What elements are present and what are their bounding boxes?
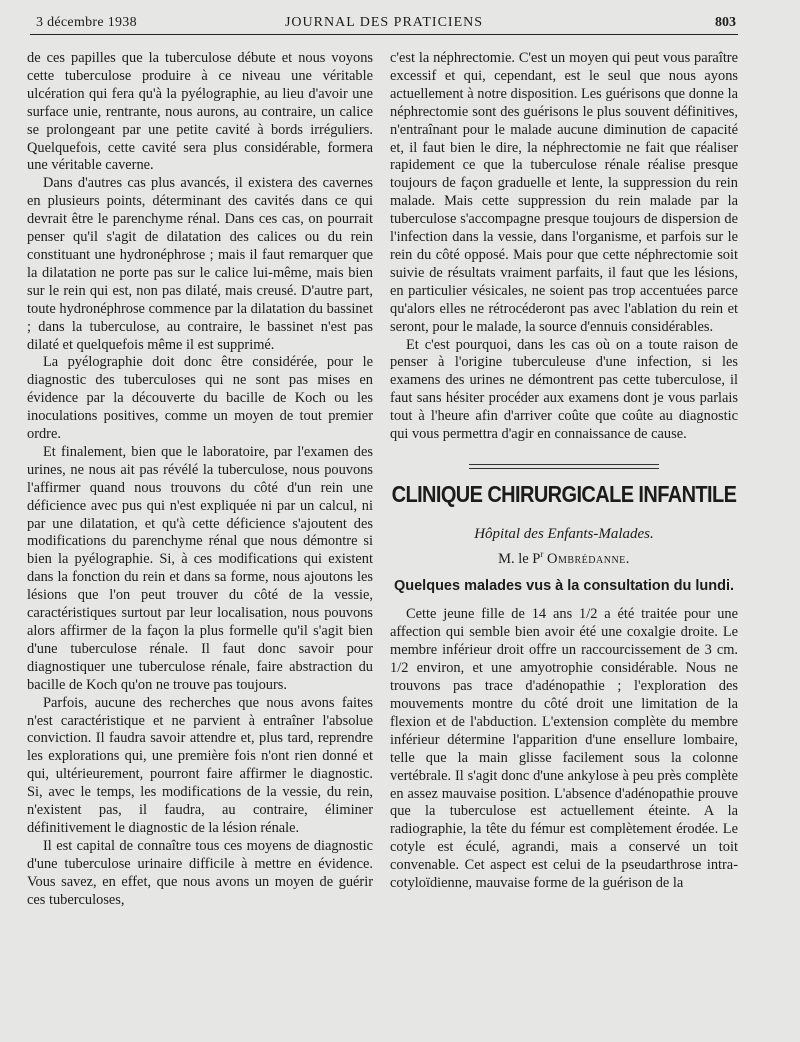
paragraph: Et c'est pourquoi, dans les cas où on a toute raison de penser à l'origine tuberculeuse d'une infection, si les examens des urines ne démontrent pas cette tuberculose, il faut sans hésiter procéder aux examens dont je vous parlais tout à l'heure afin d'arriver coûte que coûte au diagnostic qui vous permettra d'agir en connaissance de cause. <box>390 336 738 443</box>
section-divider <box>469 464 659 465</box>
doctor-byline <box>390 546 738 569</box>
hospital-name: Hôpital des Enfants-Malades. <box>474 525 654 542</box>
doctor-name: Ombrédanne. <box>546 550 630 567</box>
paragraph: Parfois, aucune des recherches que nous avons faites n'est caractéristique et ne parvient à entraîner l'absolue conviction. Il faudra savoir attendre et, plus tard, reprendre les explorations qui, une première fois n'ont rien donné et qui, ultérieurement, pourront faire affirmer le diagnostic. Si, avec le temps, les modifications de la vessie, du rein, n'existent pas, il faudra, au contraire, éliminer définitivement le diagnostic de la lésion rénale. <box>27 694 373 836</box>
doctor-title-sup: r <box>540 548 544 559</box>
issue-date: 3 décembre 1938 <box>36 15 137 30</box>
paragraph: Il est capital de connaître tous ces moyens de diagnostic d'une tuberculose urinaire difficile à mettre en évidence. Vous savez, en effet, que nous avons un moyen de guérir ces tuberculoses, <box>27 837 373 908</box>
paragraph: Dans d'autres cas plus avancés, il existera des cavernes en plusieurs points, déterminant des cavités dans ce qui devrait être le parenchyme rénal. Dans ces cas, on pourrait penser qu'il s'agit de dilatation des calices ou du rein constituant une hydronéphrose ; mais il faut remarquer que la dilatation ne porte pas sur le calice lui-même, mais bien sur le rein qui est, non pas dilaté, mais creusé. D'autre part, toute hydronéphrose commence par la dilatation du bassinet ; dans la tuberculose, au contraire, le bassinet n'est pas dilaté et quelquefois même il est supprimé. <box>27 175 373 353</box>
running-header <box>30 12 738 35</box>
doctor-prefix: M. le P <box>498 550 541 567</box>
paragraph: c'est la néphrectomie. C'est un moyen qui peut vous paraître excessif et qui, cependant, est le seul que nous ayons actuellement à notre disposition. Les guérisons que donne la néphrectomie sont des guérisons le plus souvent définitives, n'entraînant pour le malade aucune diminution de capacité et, il faut bien le dire, la néphrectomie ne fait que réaliser rapidement ce que la tuberculose rénale réalise presque toujours de façon graduelle et lente, la suppression du rein malade. Mais cette suppression du rein malade par la tuberculose s'accompagne presque toujours de dispersion de l'infection dans la vessie, dans l'organisme, et parfois sur le rein du côté opposé. Mais pour que cette néphrectomie soit suivie de résultats vraiment parfaits, il faut que les lésions, en particulier vésicales, ne soient pas trop accentuées parce qu'alors elles ne rétrocéderont pas avec l'ablation du rein et seront, pour le malade, la source d'ennuis considérables. <box>390 50 738 335</box>
section-divider <box>469 468 659 469</box>
section-title: CLINIQUE CHIRURGICALE INFANTILE <box>391 482 737 508</box>
page-number: 803 <box>715 15 736 30</box>
right-column <box>390 50 738 893</box>
paragraph: La pyélographie doit donc être considérée, pour le diagnostic des tuberculoses qui ne sont pas mises en évidence par la découverte du bacille de Koch ou les inoculations positives, comme un moyen de tout premier ordre. <box>27 354 373 443</box>
paragraph: de ces papilles que la tuberculose débute et nous voyons cette tuberculose produire à ce niveau une véritable ulcération qui fera qu'à la pyélographie, au lieu d'avoir une surface unie, rentrante, nous aurons, au contraire, un calice se prolongeant par une petite cavité à bords irréguliers. Quelquefois, cette cavité sera plus considérable, formera une véritable caverne. <box>27 50 373 174</box>
left-column <box>27 50 373 910</box>
journal-title: JOURNAL DES PRATICIENS <box>284 15 484 30</box>
paragraph: Et finalement, bien que le laboratoire, par l'examen des urines, ne nous ait pas révélé la tuberculose, nous pouvons l'affirmer quand nous trouvons du côté d'un rein une déficience avec pus qui n'est expliquée ni par un calcul, ni par une dilatation, et qu'à cette déficience s'ajoutent des modifications du parenchyme rénal que nous démontre si bien la pyélographie. Si, à ces modifications qui existent dans la fonction du rein et dans sa forme, nous ajoutons les lésions que l'on peut trouver du côté de la vessie, caractéristiques surtout par leur localisation, nous pouvons alors affirmer de la façon la plus formelle qu'il s'agit bien d'une tuberculose rénale. Il faut donc savoir pour diagnostiquer une tuberculose rénale, faire abstraction du bacille de Koch qu'on ne trouve pas toujours. <box>27 443 373 693</box>
article-subtitle: Quelques malades vus à la consultation du lundi. <box>393 578 734 595</box>
paragraph: Cette jeune fille de 14 ans 1/2 a été traitée pour une affection qui semble bien avoir été une coxalgie droite. Le membre inférieur droit offre un raccourcissement de 3 cm. 1/2 environ, et une amyotrophie considérable. Nous ne trouvons pas trace d'adénopathie ; l'exploration des mouvements montre du côté droit une limitation de la flexion et de l'abduction. L'extension complète du membre inférieur détermine l'apparition d'une ensellure lombaire, telle que la main glisse facilement sous la colonne vertébrale. Il s'agit donc d'une ankylose à peu près complète en assez mauvaise position. L'absence d'adénopathie prouve que la tuberculose est actuellement éteinte. A la radiographie, la tête du fémur est complètement érodée. Le cotyle est éculé, agrandi, mais a conservé un toit convenable. Cet aspect est celui de la pseudarthrose intra-cotyloïdienne, mauvaise forme de la guérison de la <box>390 606 738 892</box>
